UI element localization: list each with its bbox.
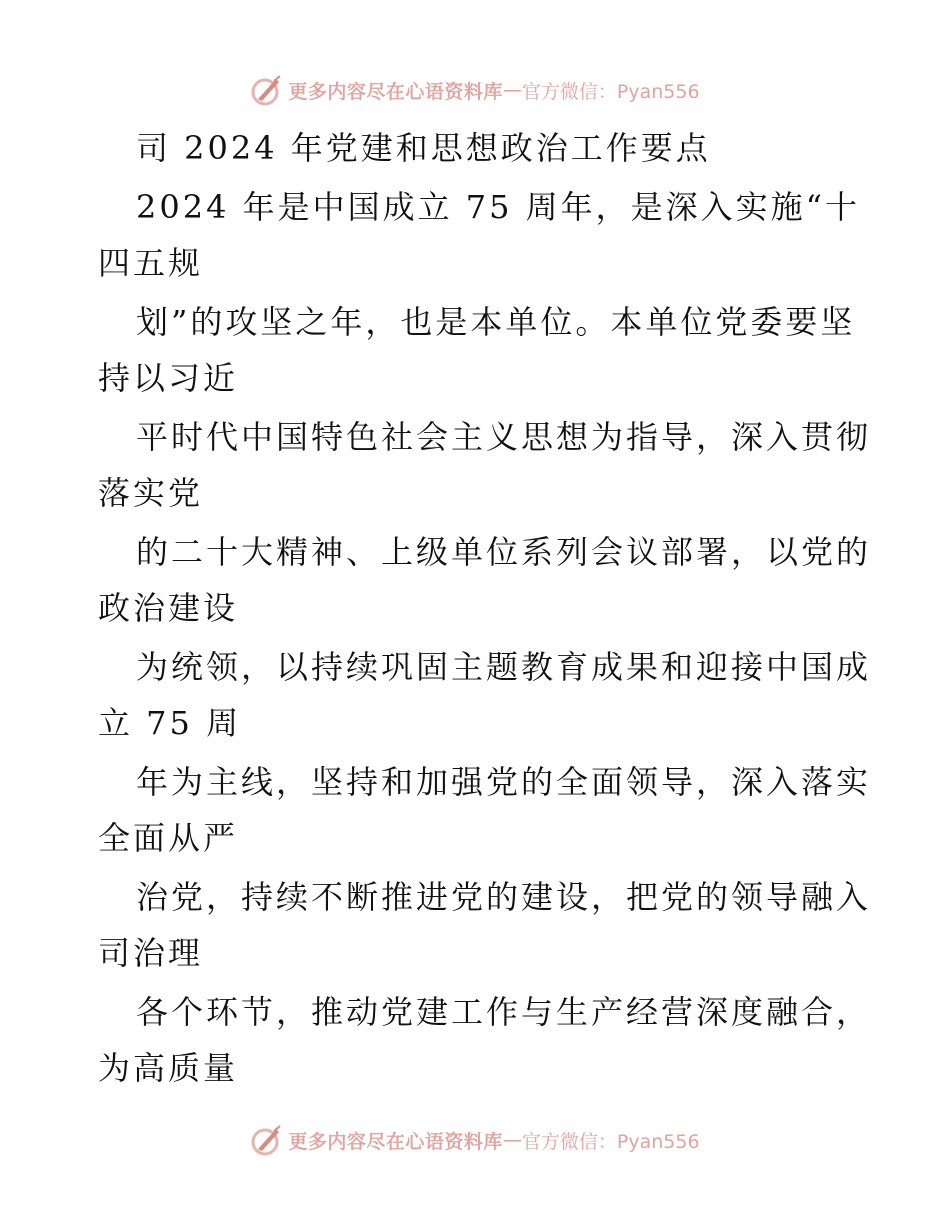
paragraph-line: 政治建设 bbox=[98, 589, 239, 627]
footer-watermark bbox=[0, 1120, 950, 1160]
paragraph-line: 2024 年是中国成立 75 周年，是深入实施“十 bbox=[136, 188, 861, 226]
paragraph-line: 平时代中国特色社会主义思想为指导，深入贯彻 bbox=[136, 418, 872, 456]
watermark-suffix: 官方微信：Pyan556 bbox=[521, 80, 700, 103]
watermark-dash: — bbox=[502, 79, 522, 101]
watermark-suffix: 官方微信：Pyan556 bbox=[521, 1130, 700, 1153]
paragraph-line: 各个环节，推动党建工作与生产经营深度融合， bbox=[136, 993, 872, 1031]
paragraph-line: 立 75 周 bbox=[98, 704, 242, 742]
paragraph-line: 年为主线，坚持和加强党的全面领导，深入落实 bbox=[136, 763, 872, 801]
paragraph-line: 司治理 bbox=[98, 934, 204, 972]
paragraph-line: 为高质量 bbox=[98, 1049, 239, 1087]
watermark-text: 更多内容尽在心语资料库 bbox=[288, 80, 503, 103]
paragraph-line: 为统领，以持续巩固主题教育成果和迎接中国成 bbox=[136, 648, 872, 686]
paragraph-line: 落实党 bbox=[98, 474, 204, 512]
watermark-text: 更多内容尽在心语资料库 bbox=[288, 1130, 503, 1153]
paragraph-line: 四五规 bbox=[98, 244, 204, 282]
paragraph-line: 全面从严 bbox=[98, 819, 239, 857]
paragraph-line: 治党，持续不断推进党的建设，把党的领导融入 bbox=[136, 878, 872, 916]
quill-seal-icon bbox=[250, 1123, 284, 1157]
watermark-dash: — bbox=[502, 1129, 522, 1151]
paragraph-line: 的二十大精神、上级单位系列会议部署，以党的 bbox=[136, 533, 872, 571]
paragraph-line: 持以习近 bbox=[98, 359, 239, 397]
document-title: 司 2024 年党建和思想政治工作要点 bbox=[136, 129, 711, 167]
paragraph-line: 划”的攻坚之年，也是本单位。本单位党委要坚 bbox=[136, 303, 856, 341]
